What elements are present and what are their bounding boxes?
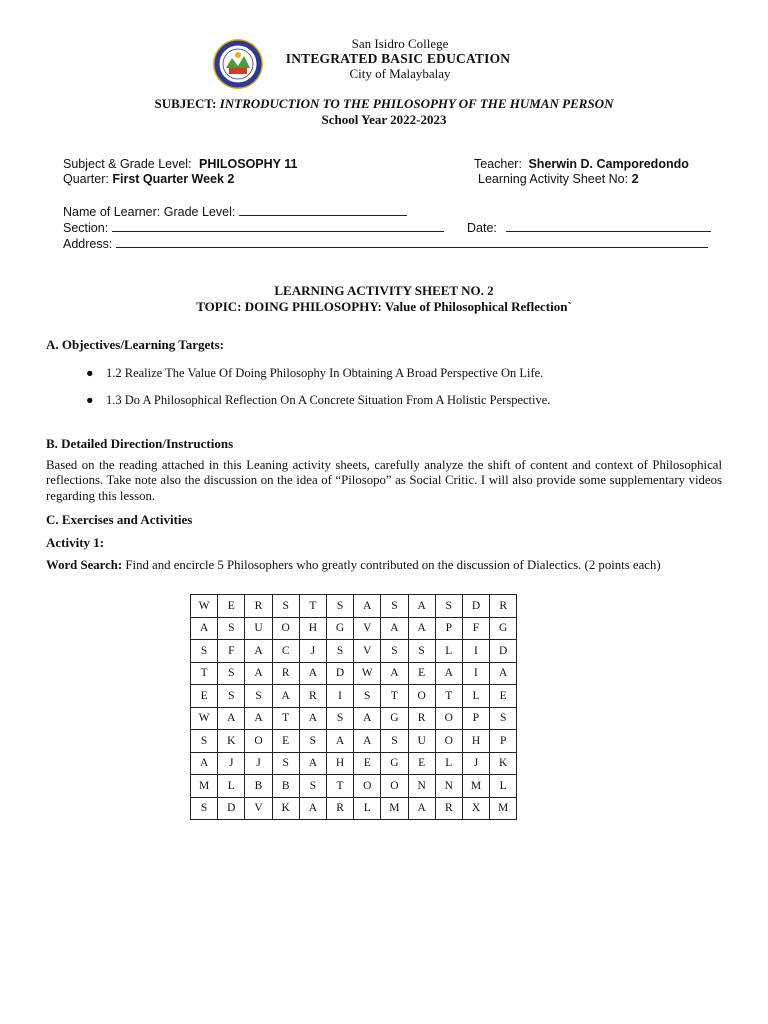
word-search-cell[interactable]: U xyxy=(245,617,272,640)
quarter-value: First Quarter Week 2 xyxy=(112,172,235,186)
bullet-icon: ● xyxy=(86,366,94,380)
date-line xyxy=(467,220,711,235)
word-search-cell[interactable]: H xyxy=(462,730,489,753)
word-search-row xyxy=(191,595,517,618)
word-search-cell[interactable]: S xyxy=(490,707,517,730)
topic-label: TOPIC: xyxy=(196,299,242,314)
word-search-cell[interactable]: E xyxy=(272,730,299,753)
word-search-cell[interactable]: A xyxy=(245,640,272,663)
word-search-cell[interactable]: I xyxy=(462,662,489,685)
word-search-row xyxy=(191,797,517,820)
word-search-cell[interactable]: R xyxy=(245,595,272,618)
word-search-cell[interactable]: E xyxy=(408,752,435,775)
word-search-cell[interactable]: D xyxy=(326,662,353,685)
teacher-value: Sherwin D. Camporedondo xyxy=(528,157,689,171)
word-search-cell[interactable]: A xyxy=(299,752,326,775)
word-search-cell[interactable]: U xyxy=(408,730,435,753)
word-search-cell[interactable]: S xyxy=(326,707,353,730)
word-search-cell[interactable]: S xyxy=(218,685,245,708)
word-search-cell[interactable]: J xyxy=(299,640,326,663)
word-search-cell[interactable]: A xyxy=(435,662,462,685)
section-label: Section: xyxy=(63,221,109,235)
word-search-cell[interactable]: J xyxy=(218,752,245,775)
word-search-cell[interactable]: R xyxy=(326,797,353,820)
objective-text: 1.2 Realize The Value Of Doing Philosophy In Obtaining A Broad Perspective On Life. xyxy=(106,366,544,380)
word-search-cell[interactable]: A xyxy=(408,617,435,640)
word-search-cell[interactable]: O xyxy=(245,730,272,753)
word-search-cell[interactable]: O xyxy=(435,707,462,730)
word-search-cell[interactable]: A xyxy=(245,707,272,730)
word-search-cell[interactable]: L xyxy=(354,797,381,820)
word-search-cell[interactable]: A xyxy=(299,662,326,685)
word-search-cell[interactable]: J xyxy=(462,752,489,775)
quarter-label: Quarter: xyxy=(63,172,109,186)
word-search-cell[interactable]: A xyxy=(381,662,408,685)
word-search-cell[interactable]: B xyxy=(245,775,272,798)
word-search-cell[interactable]: S xyxy=(354,685,381,708)
word-search-cell[interactable]: A xyxy=(299,707,326,730)
las-number-value: 2 xyxy=(631,172,639,186)
word-search-cell[interactable]: I xyxy=(462,640,489,663)
word-search-cell[interactable]: S xyxy=(326,640,353,663)
word-search-cell[interactable]: S xyxy=(272,595,299,618)
address-label: Address: xyxy=(63,237,113,251)
word-search-cell[interactable]: R xyxy=(408,707,435,730)
topic-line xyxy=(0,299,768,315)
word-search-cell[interactable]: T xyxy=(272,707,299,730)
word-search-cell[interactable]: W xyxy=(354,662,381,685)
word-search-cell[interactable]: D xyxy=(218,797,245,820)
word-search-cell[interactable]: N xyxy=(408,775,435,798)
word-search-cell[interactable]: S xyxy=(381,640,408,663)
word-search-cell[interactable]: A xyxy=(354,730,381,753)
word-search-row xyxy=(191,775,517,798)
word-search-cell[interactable]: S xyxy=(326,595,353,618)
teacher-line xyxy=(474,157,689,171)
word-search-cell[interactable]: V xyxy=(354,640,381,663)
word-search-cell[interactable]: C xyxy=(272,640,299,663)
word-search-cell[interactable]: T xyxy=(326,775,353,798)
word-search-cell[interactable]: A xyxy=(245,662,272,685)
word-search-cell[interactable]: S xyxy=(435,595,462,618)
word-search-cell[interactable]: M xyxy=(381,797,408,820)
word-search-cell[interactable]: P xyxy=(462,707,489,730)
section-b-heading: B. Detailed Direction/Instructions xyxy=(46,436,234,451)
objective-item xyxy=(86,393,550,408)
school-year: School Year 2022-2023 xyxy=(321,112,447,127)
school-seal-logo xyxy=(212,38,264,90)
word-search-cell[interactable]: T xyxy=(299,595,326,618)
word-search-cell[interactable]: A xyxy=(272,685,299,708)
word-search-cell[interactable]: D xyxy=(462,595,489,618)
word-search-instructions xyxy=(46,558,722,573)
word-search-cell[interactable]: S xyxy=(191,640,218,663)
word-search-text: Find and encircle 5 Philosophers who greatly contributed on the discussion of Dialectics. (2 points each) xyxy=(125,558,661,572)
word-search-cell[interactable]: M xyxy=(462,775,489,798)
word-search-cell[interactable]: A xyxy=(408,797,435,820)
date-blank[interactable] xyxy=(506,220,711,232)
address-blank[interactable] xyxy=(116,236,708,248)
word-search-row xyxy=(191,617,517,640)
grade-level-blank[interactable] xyxy=(239,204,407,216)
word-search-row xyxy=(191,662,517,685)
word-search-cell[interactable]: S xyxy=(218,662,245,685)
subject-line xyxy=(0,96,768,112)
bullet-icon: ● xyxy=(86,393,94,407)
word-search-cell[interactable]: V xyxy=(245,797,272,820)
word-search-cell[interactable]: L xyxy=(435,640,462,663)
word-search-cell[interactable]: G xyxy=(326,617,353,640)
word-search-cell[interactable]: G xyxy=(381,707,408,730)
word-search-cell[interactable]: E xyxy=(408,662,435,685)
word-search-cell[interactable]: V xyxy=(354,617,381,640)
word-search-cell[interactable]: S xyxy=(218,617,245,640)
word-search-row xyxy=(191,730,517,753)
word-search-row xyxy=(191,707,517,730)
word-search-cell[interactable]: I xyxy=(326,685,353,708)
word-search-cell[interactable]: A xyxy=(191,752,218,775)
word-search-cell[interactable]: W xyxy=(191,707,218,730)
word-search-cell[interactable]: O xyxy=(354,775,381,798)
word-search-cell[interactable]: F xyxy=(218,640,245,663)
instructions-paragraph: Based on the reading attached in this Leaning activity sheets, carefully analyze the shift of content and context of Philosophical reflections. Take note also the discussion on the idea of “Pilosopo” as Social Critic. I will also provide some supplementary videos regarding this lesson. xyxy=(46,458,722,503)
word-search-cell[interactable]: R xyxy=(272,662,299,685)
department-name: INTEGRATED BASIC EDUCATION xyxy=(285,51,511,66)
word-search-cell[interactable]: S xyxy=(381,730,408,753)
section-line xyxy=(63,220,444,235)
word-search-cell[interactable]: M xyxy=(490,797,517,820)
city-name: City of Malaybalay xyxy=(349,66,451,81)
word-search-cell[interactable]: P xyxy=(435,617,462,640)
word-search-cell[interactable]: A xyxy=(326,730,353,753)
word-search-cell[interactable]: A xyxy=(381,617,408,640)
word-search-cell[interactable]: A xyxy=(354,595,381,618)
teacher-label: Teacher: xyxy=(474,157,522,171)
school-name: San Isidro College xyxy=(351,36,449,51)
word-search-row xyxy=(191,752,517,775)
word-search-cell[interactable]: O xyxy=(272,617,299,640)
word-search-cell[interactable]: K xyxy=(490,752,517,775)
word-search-cell[interactable]: A xyxy=(299,797,326,820)
word-search-cell[interactable]: O xyxy=(381,775,408,798)
word-search-cell[interactable]: K xyxy=(272,797,299,820)
quarter-line xyxy=(63,172,234,186)
activity-label: Activity 1: xyxy=(46,535,105,550)
word-search-cell[interactable]: A xyxy=(354,707,381,730)
word-search-cell[interactable]: T xyxy=(381,685,408,708)
word-search-cell[interactable]: N xyxy=(435,775,462,798)
word-search-cell[interactable]: A xyxy=(490,662,517,685)
word-search-cell[interactable]: F xyxy=(462,617,489,640)
word-search-cell[interactable]: D xyxy=(490,640,517,663)
word-search-cell[interactable]: S xyxy=(408,640,435,663)
word-search-cell[interactable]: A xyxy=(191,617,218,640)
word-search-cell[interactable]: R xyxy=(435,797,462,820)
word-search-cell[interactable]: L xyxy=(435,752,462,775)
word-search-cell[interactable]: X xyxy=(462,797,489,820)
word-search-label: Word Search: xyxy=(46,558,123,572)
learner-line xyxy=(63,204,407,219)
word-search-cell[interactable]: O xyxy=(435,730,462,753)
word-search-cell[interactable]: G xyxy=(490,617,517,640)
word-search-cell[interactable]: L xyxy=(490,775,517,798)
word-search-cell[interactable]: B xyxy=(272,775,299,798)
word-search-cell[interactable]: S xyxy=(245,685,272,708)
word-search-cell[interactable]: S xyxy=(191,730,218,753)
date-label: Date: xyxy=(467,221,497,235)
word-search-cell[interactable]: S xyxy=(381,595,408,618)
subject-value: INTRODUCTION TO THE PHILOSOPHY OF THE HUMAN PERSON xyxy=(219,96,614,111)
word-search-cell[interactable]: S xyxy=(299,730,326,753)
las-title: LEARNING ACTIVITY SHEET NO. 2 xyxy=(274,283,494,298)
word-search-cell[interactable]: J xyxy=(245,752,272,775)
word-search-cell[interactable]: S xyxy=(272,752,299,775)
word-search-cell[interactable]: R xyxy=(299,685,326,708)
topic-value: DOING PHILOSOPHY: Value of Philosophical Reflection` xyxy=(244,299,572,314)
word-search-grid xyxy=(190,594,517,820)
word-search-cell[interactable]: L xyxy=(462,685,489,708)
word-search-cell[interactable]: P xyxy=(490,730,517,753)
subject-grade-line xyxy=(63,157,297,171)
las-number-line xyxy=(478,172,639,186)
word-search-cell[interactable]: K xyxy=(218,730,245,753)
word-search-cell[interactable]: T xyxy=(191,662,218,685)
word-search-cell[interactable]: A xyxy=(408,595,435,618)
word-search-cell[interactable]: E xyxy=(191,685,218,708)
subject-grade-value: PHILOSOPHY 11 xyxy=(199,157,298,171)
word-search-cell[interactable]: A xyxy=(218,707,245,730)
word-search-cell[interactable]: H xyxy=(299,617,326,640)
word-search-cell[interactable]: E xyxy=(218,595,245,618)
word-search-cell[interactable]: L xyxy=(218,775,245,798)
word-search-cell[interactable]: E xyxy=(490,685,517,708)
word-search-cell[interactable]: G xyxy=(381,752,408,775)
word-search-cell[interactable]: W xyxy=(191,595,218,618)
grade-level-label: Grade Level: xyxy=(163,205,236,219)
word-search-row xyxy=(191,640,517,663)
objective-text: 1.3 Do A Philosophical Reflection On A Concrete Situation From A Holistic Perspective. xyxy=(106,393,551,407)
objective-item xyxy=(86,366,543,381)
subject-label: SUBJECT: xyxy=(154,96,217,111)
word-search-cell[interactable]: E xyxy=(354,752,381,775)
word-search-cell[interactable]: S xyxy=(299,775,326,798)
section-blank[interactable] xyxy=(112,220,444,232)
word-search-row xyxy=(191,685,517,708)
las-number-label: Learning Activity Sheet No: xyxy=(478,172,629,186)
learner-label: Name of Learner: xyxy=(63,205,161,219)
word-search-cell[interactable]: H xyxy=(326,752,353,775)
word-search-cell[interactable]: T xyxy=(435,685,462,708)
section-a-heading: A. Objectives/Learning Targets: xyxy=(46,337,225,352)
address-line xyxy=(63,236,708,251)
word-search-cell[interactable]: S xyxy=(191,797,218,820)
subject-grade-label: Subject & Grade Level: xyxy=(63,157,192,171)
section-c-heading: C. Exercises and Activities xyxy=(46,512,193,527)
word-search-cell[interactable]: O xyxy=(408,685,435,708)
word-search-cell[interactable]: R xyxy=(490,595,517,618)
word-search-cell[interactable]: M xyxy=(191,775,218,798)
